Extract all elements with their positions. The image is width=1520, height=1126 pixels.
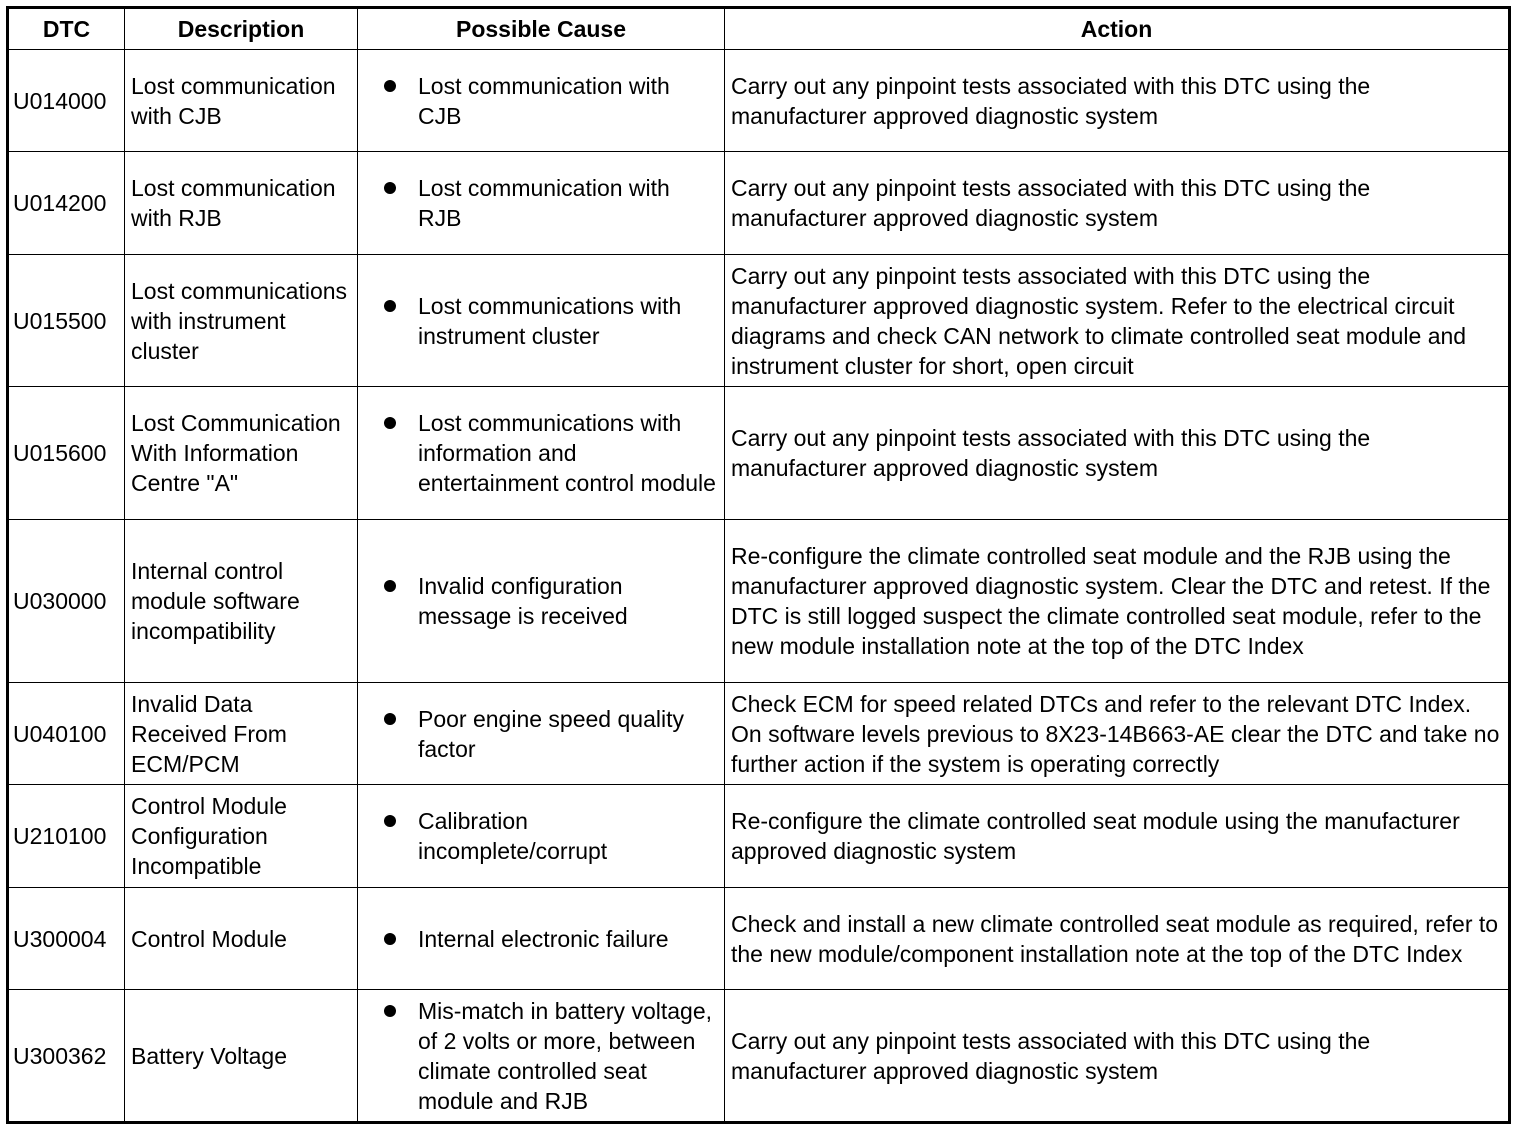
action-cell: Carry out any pinpoint tests associated with this DTC using the manufacturer approved diagnostic system [725, 50, 1510, 152]
table-row [8, 152, 1510, 255]
cause-cell [358, 888, 725, 990]
table-row [8, 387, 1510, 520]
cause-text: Internal electronic failure [418, 925, 669, 952]
action-cell: Re-configure the climate controlled seat module using the manufacturer approved diagnostic system [725, 785, 1510, 888]
cause-text: Invalid configuration message is received [418, 573, 628, 629]
header-action: Action [725, 8, 1510, 50]
table-row [8, 785, 1510, 888]
cause-cell [358, 785, 725, 888]
dtc-code: U015500 [8, 255, 125, 387]
bullet-icon [384, 580, 396, 592]
bullet-icon [384, 815, 396, 827]
table-row [8, 520, 1510, 683]
bullet-icon [384, 300, 396, 312]
dtc-code: U210100 [8, 785, 125, 888]
action-cell: Check ECM for speed related DTCs and refer to the relevant DTC Index. On software levels previous to 8X23-14B663-AE clear the DTC and take no further action if the system is operating correctly [725, 683, 1510, 785]
description-cell: Invalid Data Received From ECM/PCM [125, 683, 358, 785]
header-row [8, 8, 1510, 50]
action-cell: Re-configure the climate controlled seat module and the RJB using the manufacturer approved diagnostic system. Clear the DTC and retest. If the DTC is still logged suspect the climate controlled seat module, refer to the new module installation note at the top of the DTC Index [725, 520, 1510, 683]
dtc-code: U030000 [8, 520, 125, 683]
dtc-table [6, 6, 1511, 1124]
table-row [8, 888, 1510, 990]
cause-text: Lost communications with information and entertainment control module [418, 410, 716, 496]
dtc-code: U300004 [8, 888, 125, 990]
action-cell: Carry out any pinpoint tests associated with this DTC using the manufacturer approved diagnostic system [725, 387, 1510, 520]
table-row [8, 255, 1510, 387]
cause-text: Calibration incomplete/corrupt [418, 808, 608, 864]
cause-cell [358, 387, 725, 520]
header-possible-cause: Possible Cause [358, 8, 725, 50]
cause-cell [358, 50, 725, 152]
dtc-code: U040100 [8, 683, 125, 785]
bullet-icon [384, 713, 396, 725]
cause-text: Lost communications with instrument cluster [418, 292, 682, 349]
description-cell: Lost Communication With Information Centre "A" [125, 387, 358, 520]
cause-cell [358, 520, 725, 683]
action-cell: Carry out any pinpoint tests associated with this DTC using the manufacturer approved diagnostic system [725, 990, 1510, 1123]
cause-cell [358, 990, 725, 1123]
dtc-table-frame [6, 6, 1508, 1120]
description-cell: Lost communication with CJB [125, 50, 358, 152]
dtc-code: U015600 [8, 387, 125, 520]
bullet-icon [384, 182, 396, 194]
description-cell: Lost communication with RJB [125, 152, 358, 255]
action-cell: Check and install a new climate controlled seat module as required, refer to the new module/component installation note at the top of the DTC Index [725, 888, 1510, 990]
description-cell: Lost communications with instrument cluster [125, 255, 358, 387]
table-row [8, 990, 1510, 1123]
dtc-code: U014200 [8, 152, 125, 255]
description-cell: Control Module [125, 888, 358, 990]
cause-text: Lost communication with CJB [418, 72, 670, 129]
dtc-code: U300362 [8, 990, 125, 1123]
cause-cell [358, 255, 725, 387]
description-cell: Internal control module software incompatibility [125, 520, 358, 683]
header-description: Description [125, 8, 358, 50]
dtc-code: U014000 [8, 50, 125, 152]
cause-cell [358, 152, 725, 255]
bullet-icon [384, 80, 396, 92]
action-cell: Carry out any pinpoint tests associated with this DTC using the manufacturer approved diagnostic system. Refer to the electrical circuit diagrams and check CAN network to climate controlled seat module and instrument cluster for short, open circuit [725, 255, 1510, 387]
header-dtc: DTC [8, 8, 125, 50]
cause-text: Mis-match in battery voltage, of 2 volts or more, between climate controlled seat module and RJB [418, 997, 713, 1114]
table-row [8, 50, 1510, 152]
cause-text: Lost communication with RJB [418, 175, 670, 231]
cause-cell [358, 683, 725, 785]
description-cell: Battery Voltage [125, 990, 358, 1123]
bullet-icon [384, 417, 396, 429]
table-row [8, 683, 1510, 785]
bullet-icon [384, 933, 396, 945]
bullet-icon [384, 1005, 396, 1017]
description-cell: Control Module Configuration Incompatible [125, 785, 358, 888]
cause-text: Poor engine speed quality factor [418, 705, 684, 762]
action-cell: Carry out any pinpoint tests associated with this DTC using the manufacturer approved diagnostic system [725, 152, 1510, 255]
